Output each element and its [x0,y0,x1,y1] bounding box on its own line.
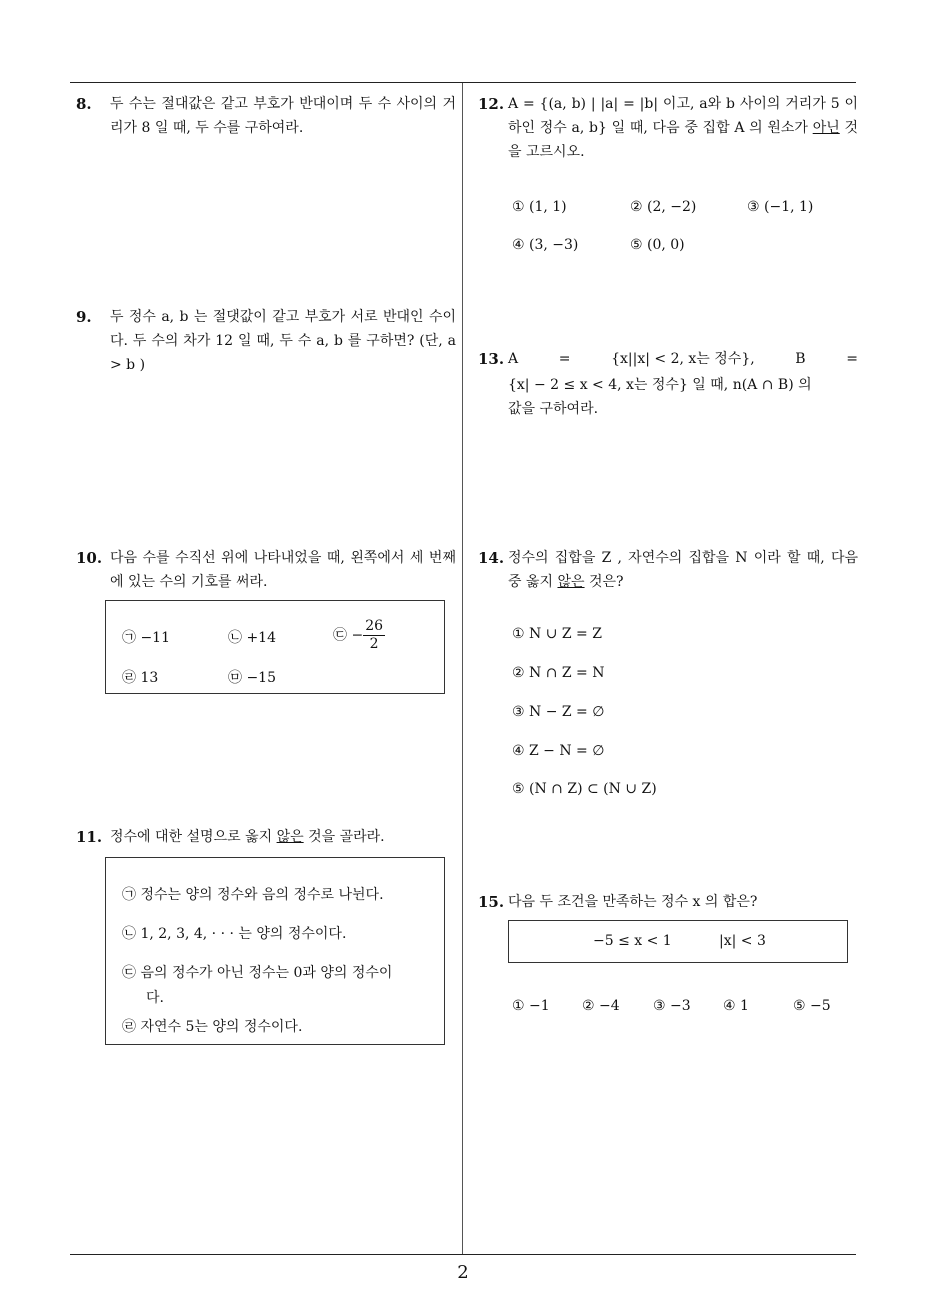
q10-options-box [105,600,445,694]
question-text: 다음 수를 수직선 위에 나타내었을 때, 왼쪽에서 세 번째에 있는 수의 기호를 써라. [110,550,456,590]
column-divider [462,83,463,1255]
question-line-1 [508,347,858,371]
option-d: ㉣ 13 [122,670,159,686]
text-part: B [795,351,806,367]
choice-1: ① N ∪ Z = Z [512,626,602,642]
fraction-numerator: 26 [365,618,384,634]
text-part: 것은? [584,574,624,590]
choice-3: ③ −3 [653,998,691,1014]
underlined-text: 않은 [557,574,585,590]
question-line-2: {x| − 2 ≤ x < 4, x는 정수} 일 때, n(A ∩ B) 의 [508,377,812,393]
condition-1: −5 ≤ x < 1 [593,933,672,949]
choice-2: ② (2, −2) [630,199,697,215]
question-number: 11. [76,828,103,846]
choice-3: ③ (−1, 1) [747,199,814,215]
condition-2: |x| < 3 [719,933,766,949]
q11-statements-box [105,857,445,1045]
question-text: 두 정수 a, b 는 절댓값이 같고 부호가 서로 반대인 수이다. 두 수의 차가 12 일 때, 두 수 a, b 를 구하면? (단, a > b ) [110,309,456,373]
choice-1: ① (1, 1) [512,199,567,215]
bottom-rule [70,1254,856,1255]
text-part: A = {(a, b) | |a| = |b| 이고, a와 b 사이의 거리가 5 이하인 정수 a, b} 일 때, 다음 중 집합 A 의 원소가 [508,96,858,136]
choice-2: ② N ∩ Z = N [512,665,605,681]
statement-c: ㉢ 음의 정수가 아닌 정수는 0과 양의 정수이 [122,965,393,981]
question-number: 8. [76,95,92,113]
text-part: = [846,351,858,367]
choice-5: ⑤ (N ∩ Z) ⊂ (N ∪ Z) [512,781,657,797]
question-text [110,825,456,849]
choice-4: ④ 1 [723,998,749,1014]
option-a: ㉠ −11 [122,630,170,646]
underlined-text: 아닌 [812,120,840,136]
question-15 [478,890,858,914]
q15-conditions-box [508,920,848,963]
question-number: 15. [478,893,505,911]
question-11 [76,825,456,849]
underlined-text: 않은 [276,829,304,845]
statement-d: ㉣ 자연수 5는 양의 정수이다. [122,1019,303,1035]
question-number: 12. [478,95,505,113]
option-c-label: ㉢ − [333,627,364,644]
choice-1: ① −1 [512,998,550,1014]
text-part: = [558,351,571,367]
question-10 [76,546,456,594]
choice-5: ⑤ (0, 0) [630,237,685,253]
question-text: 다음 두 조건을 만족하는 정수 x 의 합은? [508,894,758,910]
question-number: 9. [76,308,92,326]
fraction [363,618,385,653]
question-line-3: 값을 구하여라. [508,401,599,417]
choice-4: ④ (3, −3) [512,237,579,253]
choice-2: ② −4 [582,998,620,1014]
choice-5: ⑤ −5 [793,998,831,1014]
choice-4: ④ Z − N = ∅ [512,743,605,759]
statement-b: ㉡ 1, 2, 3, 4, · · · 는 양의 정수이다. [122,926,347,942]
question-number: 14. [478,549,505,567]
question-9 [76,305,456,377]
question-number: 10. [76,549,103,567]
statement-c-cont: 다. [146,990,164,1006]
text-part: {x||x| < 2, x는 정수}, [611,351,755,367]
fraction-denominator: 2 [369,636,379,652]
question-text [508,546,858,594]
text-part: 것을 골라라. [303,829,385,845]
question-text [508,92,858,164]
page-number: 2 [457,1262,469,1283]
option-e: ㉤ −15 [228,670,276,686]
question-12 [478,92,858,164]
text-part: 정수에 대한 설명으로 옳지 [110,829,277,845]
question-8 [76,92,456,140]
top-rule [70,82,856,83]
question-text: 두 수는 절대값은 같고 부호가 반대이며 두 수 사이의 거리가 8 일 때, 두 수를 구하여라. [110,96,456,136]
statement-a: ㉠ 정수는 양의 정수와 음의 정수로 나뉜다. [122,887,384,903]
text-part: 정수의 집합을 Z , 자연수의 집합을 N 이라 할 때, 다음 중 옳지 [508,550,858,590]
option-c [333,618,385,653]
choice-3: ③ N − Z = ∅ [512,704,605,720]
text-part: 것을 고르시오. [508,120,858,160]
text-part: A [508,351,519,367]
question-13 [478,347,858,421]
option-b: ㉡ +14 [228,630,276,646]
question-number: 13. [478,350,505,368]
question-14 [478,546,858,594]
